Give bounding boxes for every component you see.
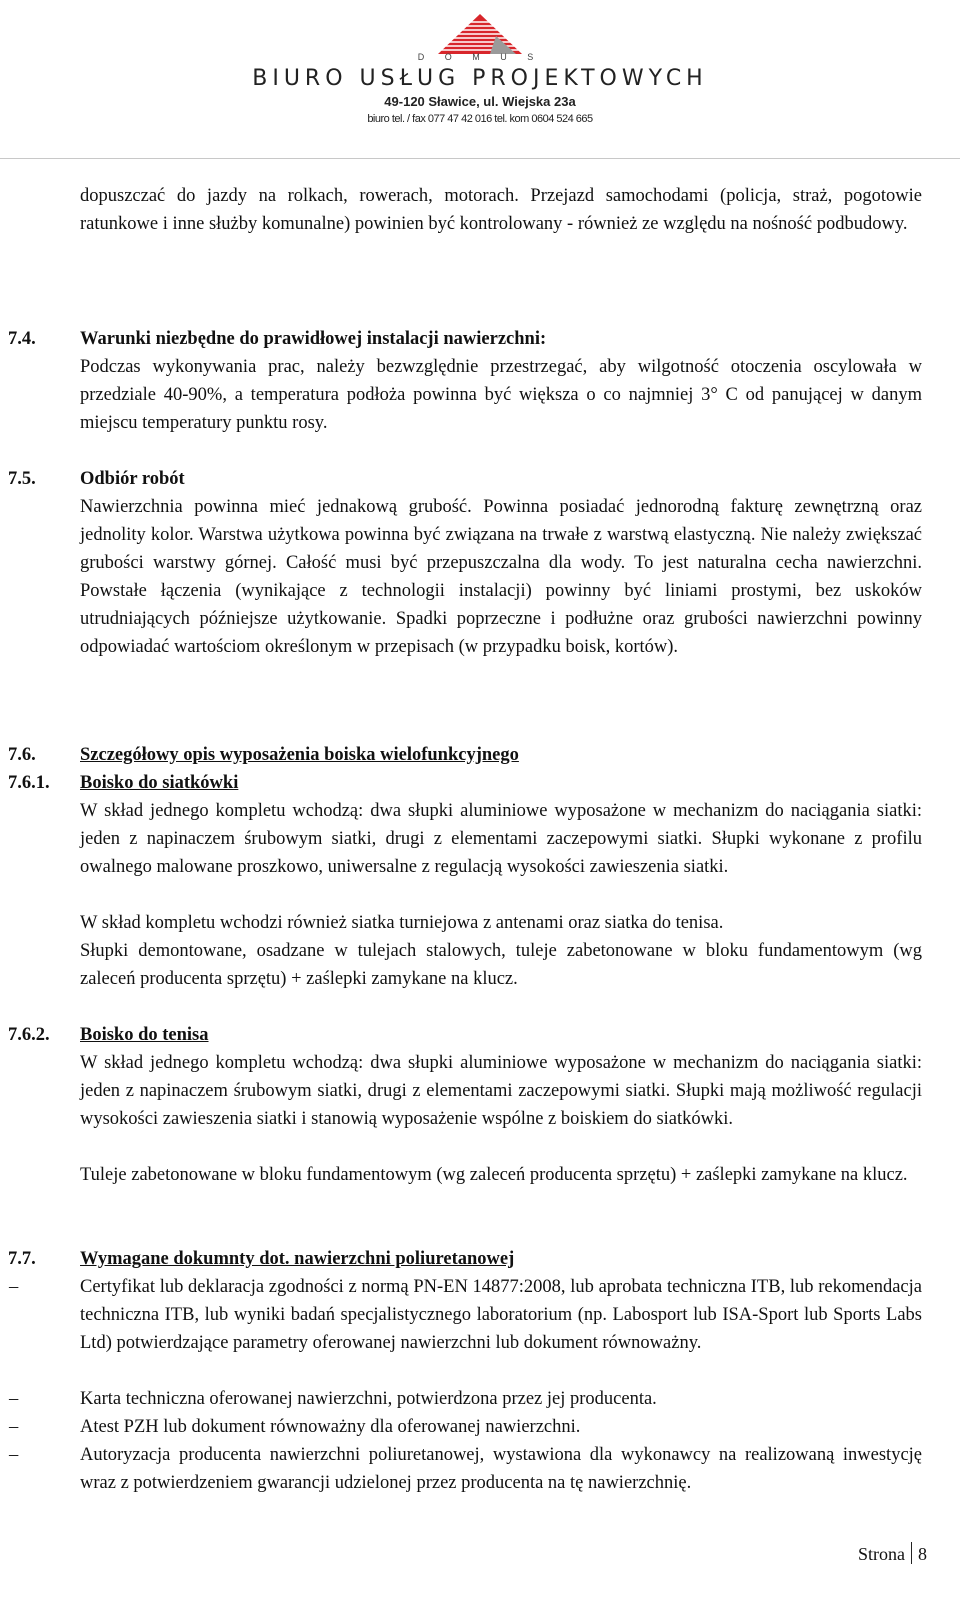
subsection-paragraph: Tuleje zabetonowane w bloku fundamentowym (wg zaleceń producenta sprzętu) + zaślepki zamykane na klucz. <box>80 1165 908 1185</box>
header-divider <box>0 158 960 159</box>
subsection-paragraph: W skład jednego kompletu wchodzą: dwa słupki aluminiowe wyposażone w mechanizm do naciągania siatki: jeden z napinaczem śrubowym siatki, drugi z elementami zaczepowymi siatki. Słupki wykonane z profilu owalnego malowane proszkowo, uniwersalne z regulacją wysokości zawieszenia siatki. <box>80 801 922 877</box>
page-number: 8 <box>918 1544 927 1564</box>
section-heading: Warunki niezbędne do prawidłowej instalacji nawierzchni: <box>80 329 547 349</box>
subsection-number: 7.6.2. <box>8 1025 50 1045</box>
list-item: Karta techniczna oferowanej nawierzchni, potwierdzona przez jej producenta. <box>80 1389 657 1409</box>
section-heading: Wymagane dokumnty dot. nawierzchni poliuretanowej <box>80 1249 515 1269</box>
logo-domus-text: D O M U S <box>417 52 543 62</box>
company-contact: biuro tel. / fax 077 47 42 016 tel. kom 0604 524 665 <box>367 113 593 125</box>
subsection-number: 7.6.1. <box>8 773 50 793</box>
list-bullet: – <box>9 1445 19 1465</box>
subsection-paragraph: Słupki demontowane, osadzane w tulejach stalowych, tuleje zabetonowane w bloku fundamentowym (wg zaleceń producenta sprzętu) + zaślepki zamykane na klucz. <box>80 941 922 989</box>
list-bullet: – <box>9 1277 19 1297</box>
section-number: 7.5. <box>8 469 36 489</box>
subsection-heading: Boisko do siatkówki <box>80 773 239 793</box>
subsection-heading: Boisko do tenisa <box>80 1025 209 1045</box>
company-name: BIURO USŁUG PROJEKTOWYCH <box>252 66 708 91</box>
house-roof-logo-icon <box>430 10 530 56</box>
letterhead <box>0 0 960 160</box>
list-item: Autoryzacja producenta nawierzchni poliuretanowej, wystawiona dla wykonawcy na realizowaną inwestycję wraz z potwierdzeniem gwarancji udzielonej przez producenta na tę nawierzchnię. <box>80 1445 922 1493</box>
subsection-paragraph: W skład kompletu wchodzi również siatka turniejowa z antenami oraz siatka do tenisa. <box>80 913 724 933</box>
section-paragraph: Podczas wykonywania prac, należy bezwzględnie przestrzegać, aby wilgotność otoczenia oscylowała w przedziale 40-90%, a temperatura podłoża powinna być większa o co najmniej 3° C od panującej w danym miejscu temperatury punktu rosy. <box>80 357 922 433</box>
page-footer <box>858 1542 927 1566</box>
intro-paragraph: dopuszczać do jazdy na rolkach, rowerach, motorach. Przejazd samochodami (policja, straż, pogotowie ratunkowe i inne służby komunalne) powinien być kontrolowany - również ze względu na nośność podbudowy. <box>80 186 922 234</box>
list-bullet: – <box>9 1389 19 1409</box>
section-paragraph: Nawierzchnia powinna mieć jednakową grubość. Powinna posiadać jednorodną fakturę zewnętrzną oraz jednolity kolor. Warstwa użytkowa powinna być związana na trwałe z warstwą elastyczną. Nie należy zwiększać grubości warstwy górnej. Całość musi być przepuszczalna dla wody. To jest naturalna cecha nawierzchni. Powstałe łączenia (wynikające z technologii instalacji) powinny być liniami prostymi, bez uskoków utrudniających późniejsze użytkowanie. Spadki poprzeczne i podłużne oraz grubości nawierzchni powinny odpowiadać wartościom określonym w przepisach (w przypadku boisk, kortów). <box>80 497 922 657</box>
company-address: 49-120 Sławice, ul. Wiejska 23a <box>384 94 576 109</box>
subsection-paragraph: W skład jednego kompletu wchodzą: dwa słupki aluminiowe wyposażone w mechanizm do naciągania siatki: jeden z napinaczem śrubowym siatki, drugi z elementami zaczepowymi siatki. Słupki mają możliwość regulacji wysokości zawieszenia siatki i stanowią wyposażenie wspólne z boiskiem do siatkówki. <box>80 1053 922 1129</box>
footer-separator <box>911 1542 912 1564</box>
list-item: Certyfikat lub deklaracja zgodności z normą PN-EN 14877:2008, lub aprobata techniczna ITB, lub rekomendacja techniczna ITB, lub wyniki badań specjalistycznego laboratorium (np. Labosport lub ISA-Sport lub Sports Labs Ltd) potwierdzające parametry oferowanej nawierzchni lub dokument równoważny. <box>80 1277 922 1353</box>
list-item: Atest PZH lub dokument równoważny dla oferowanej nawierzchni. <box>80 1417 581 1437</box>
page-label: Strona <box>858 1544 905 1564</box>
section-number: 7.6. <box>8 745 36 765</box>
section-heading: Odbiór robót <box>80 469 185 489</box>
section-number: 7.4. <box>8 329 36 349</box>
list-bullet: – <box>9 1417 19 1437</box>
section-heading: Szczegółowy opis wyposażenia boiska wielofunkcyjnego <box>80 745 519 765</box>
section-number: 7.7. <box>8 1249 36 1269</box>
